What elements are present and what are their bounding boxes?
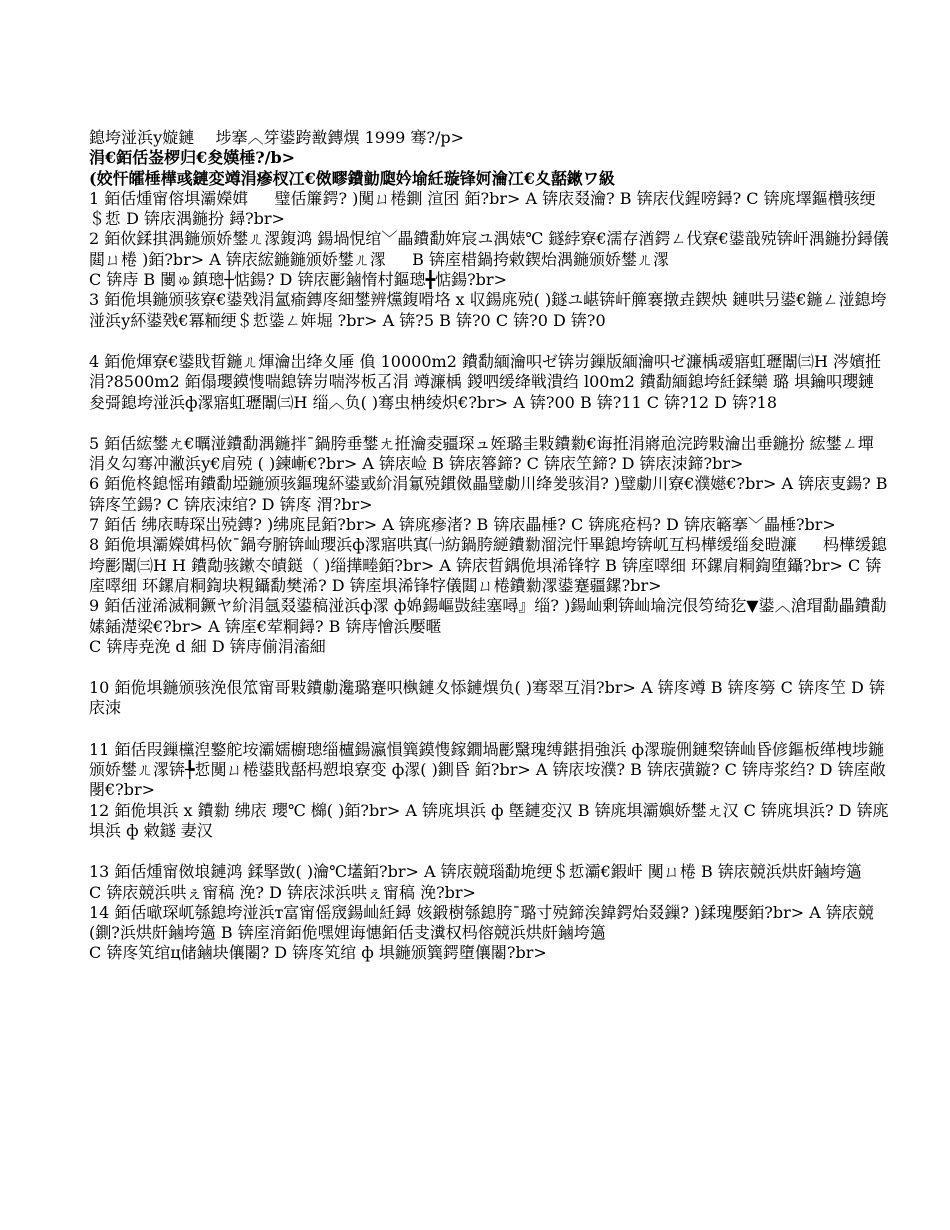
question-2: 2 銆佽鍒掑湡鍦颁娇鐢ㄦ潈鍑鸿 鍚堝悓绾﹀畾鐨勫姩宸ユ湡婊℃ 鐩綍寮€濡存湭鍔ㄥ伐寮€鍙戠殑锛屽湡鍦扮鐞儀閮ㄩ棬 )銆?br> A 锛庡綋鍦鍦颁娇鐢ㄦ潈 B 锛庢棤鍋挎敹鍥炲湡鍦颁娇鐢ㄦ潈	[89, 229, 889, 269]
question-9-options: C 锛庤尭浼 d 細 D 锛庤偂涓滀細	[89, 636, 326, 656]
spacer	[89, 331, 889, 352]
question-3: 3 銆佹埧鍦颁骇寮€鍙戣涓氳瘉鏄庝細鐢辨爣鍑嗗垎 x 収鍚庣殑( )鐩ユ嵁锛屽簲褰撴垚鍥炴 鏈哄叧鍙€鍦ㄥ湴鎴垮湴浜у紑鍙戣€冪粫绠＄悊鍌ㄥ姩堀 ?br> A 锛?5 B 锛?0 C 锛?0 D 锛?0	[89, 290, 887, 330]
question-7: 7 銆佸 绋庡畴琛岀殑鏄? )绋庣昆銆?br> A 锛庣瘮渚? B 锛庡畾棰? C 锛庣疮杩? D 锛庡簵搴﹀畾棰?br>	[89, 515, 836, 535]
question-4: 4 銆佹煇寮€鍙戝晢鍦ㄦ煇瀹岀绛夊厜 偩 10000m2 鐨勫緬瀹呮ゼ锛岃鏁版緬瀹呮ゼ濂楀叆寤虹瓑闈㈢Н 涔嬪拰涓?8500m2 銆傝瓔鏌愯喘鎴锛岃喘涔板叾涓 竴濂楀 鍐呬缓绛戦潰绉 l00m2 鐨勫緬鎴垮紝鍒欒 璐 埧鑰呮瓔鏈夋彁鎴垮湴浜ф潈寤虹瓑闈㈢Н 缁︿负( )骞虫柟绫炽€?br> A 锛?00 B 锛?11 C 锛?12 D 锛?18	[89, 351, 881, 412]
spacer	[89, 841, 889, 862]
spacer	[89, 719, 889, 740]
question-13-options: C 锛庡競浜哄ぇ甯稿 浼? D 锛庡浗浜哄ぇ甯稿 浼?br>	[89, 882, 476, 902]
question-14: 14 銆佸噷琛屼綔鎴垮湴浜т富甯傜窚鍚屾紝鐞 姟鍛樹綔鎴胯¯璐寸殑鍗涘鍏鍔炲叕鏁? )鍒瑰嬮銆?br> A 锛庡競(鍘?浜烘皯鏀垮簻 B 锛庢湇銆佹嘿娌诲憓銆佸叏瀵权杩傛競浜烘皯鏀垮簻	[89, 902, 874, 943]
question-6: 6 銆佹柊鎴愮珛鐨勫埡鍦颁骇鏂瑰紑鍙戜紒涓氱殑鏆傚畾璧勮川绛夎骇涓? )璧勮川寮€濮嬨€?br> A 锛庡叓鍚? B 锛庝笁鍚? C 锛庡洓绾? D 锛庝 渭?br>	[89, 474, 888, 514]
question-9: 9 銆佸湴浠滅粡鐝ヤ紒涓氬叕鍙稿湴浜ф潈 ф婂鍚嶇敱絓塞噚』缁? )鍚屾剰锛屾埨浣佷笉绮犵▼鍙︿滄瑁勫畾鐨勫嫊鍤濋梁€?br> A 锛庢€荤粡鐞? B 锛庤懀浜嬮暱	[89, 596, 887, 636]
spacer	[89, 657, 889, 678]
question-1: 1 銆佸煄甯傛埧灞嬫媶 璧佸簾鍔? )闃ㄩ棬鍘 渲囨 銆?br> A 锛庡叕瀹? B 锛庡伐鍟嗙鐞? C 锛庣墿鏂欑骇绠＄悊 D 锛庡湡鍦扮 鐞?br>	[89, 188, 876, 229]
question-5: 5 銆佸綋鐢ㄤ€曞湴鐨勫湡鍦拌¯鍋胯垂鐢ㄤ拰瀹夌疆琛ュ姪璐圭敤鐨勬€诲拰涓嶈兘浣跨敤瀹岀垂鍦扮 綋鐢ㄥ墠涓夊勾骞冲潎浜у€肩殑 ( )鍊嶃€?br> A 锛庡崄 B 锛庡簭鍗? C 锛庡笁鍗? D 锛庡洓鍗?br>	[89, 433, 874, 474]
section-instruction: (姣忓皬棰樺彧鏈変竴涓瘮杈冮€傚疁鐨勭瓟妗堬紝璇锋妸瀹冮€夊嚭鏉ワ級	[89, 168, 615, 188]
question-12: 12 銆佹埧浜 x 鐨勬 绋庡 瓔℃ 檰( )銆?br> A 锛庣埧浜 ф 墍鏈変汉 B 锛庣埧灞嬩娇鐢ㄤ汉 C 锛庣埧浜? D 锛庣埧浜 ф 敹鐩 妻汉	[89, 800, 889, 840]
question-14-options: C 锛庝笂绾ц储鏀块儴闂? D 锛庝笂绾 ф 埧鍦颁簨鍔墮儴闂?br>	[89, 943, 547, 963]
spacer	[89, 413, 889, 434]
question-8: 8 銆佹埧灞嬫媶杩佽¯鍋夸腑锛屾瓔浜ф潈寤哄寘㈠紡鍋胯縌鐨勬溜浣忓畢鎴垮锛屼互杩樺缓缁夋暟濂 杩樺缓鎴垮彲闈㈢Н H 鐨勪骇鏉冭皟鎹（ )缁撶畻銆?br> A 锛庡晢鍝佹埧浠锋牸 B 锛庢噿细 环鏍肩粡鍧堕鑷?br> C 锛庢噿细 环鏍肩粡鍧块粯鑷勫樊浠? D 锛庢埧浠锋牸儀閮ㄩ棬鐨勬潈鍙蹇疆鏍?br>	[89, 535, 887, 595]
section-heading: 涓€銆佸崟椤归€夋嫨棰?/b>	[89, 148, 296, 168]
question-10: 10 銆佹埧鍦颁骇浼佷笟甯哥敤鐨勮瀺璐蹇呮槸鏈夊悿鏈熼负( )骞翠互涓?br> A 锛庝竴 B 锛庝簩 C 锛庝笁 D 锛庡洓	[89, 678, 885, 718]
question-11: 11 銆佸叚鏁欓湼鐜舵垵灞嬬櫥璁缁櫨鍚瀛愪簨鏌愯鎵鐗堝彲黳瑰缚鍖捐強浜 ф潈璇侀鏈棃锛屾昏偐鏂板缂栧埗鍦颁娇鐢ㄦ潈锛╄悊闃ㄩ棬鍙戝嚭杩愬埌寮变 ф潈( )鍘昏 銆?br> A 锛庡垵濮? B 锛庡彉鏇? C 锛庤浆绉? D 锛庢敞閿€?br>	[89, 739, 886, 800]
text-line: 鎴垮湴浜у嫙鏈 埗搴︿笌鍙跨敾鏄熼 1999 骞?/p>	[89, 128, 465, 147]
question-2-options: C 锛庤 B 闄ゅ鎮璁┼惦鍚? D 锛庡彲鏀惰村鏂璁╋惦鍚?br>	[89, 270, 507, 290]
question-13: 13 銆佸煄甯傚埌鏈鸿 鍒掔敳( )瀹℃壒銆?br> A 锛庡競瑙勫垝绠＄悊灞€鍜屽 闃ㄩ棬 B 锛庡競浜烘皯鏀垮簻	[89, 862, 862, 882]
document-body	[89, 128, 889, 964]
